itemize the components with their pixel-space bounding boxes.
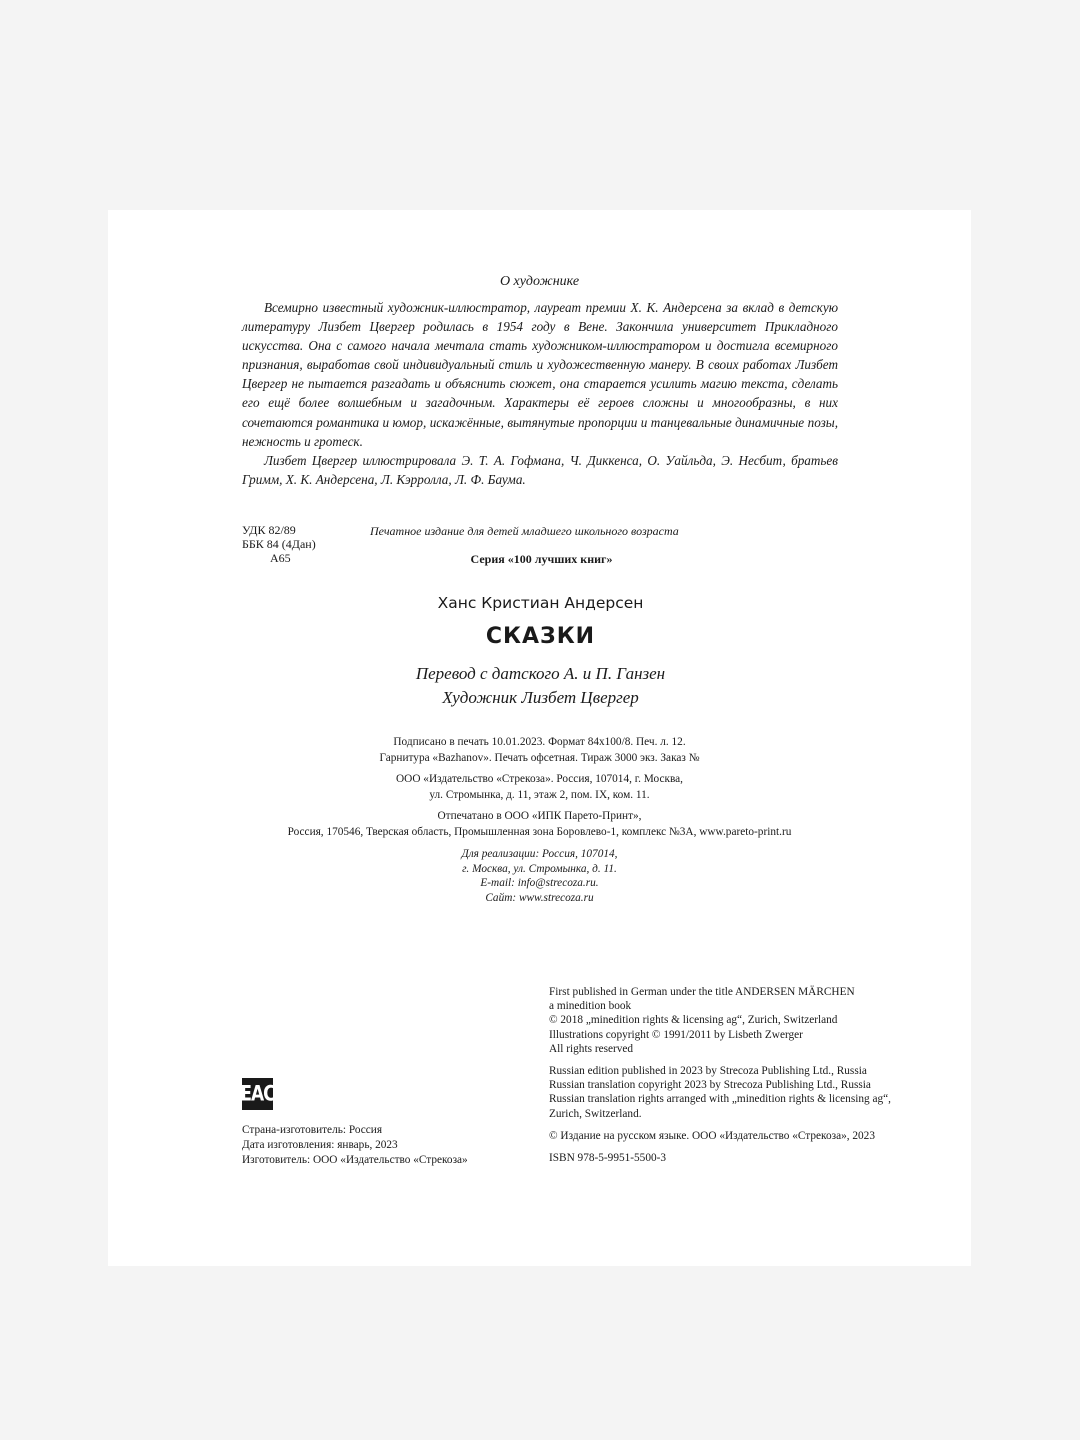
sale-line: Для реализации: Россия, 107014,	[461, 848, 618, 860]
russian-copyright: © Издание на русском языке. ООО «Издательство «Стрекоза», 2023	[549, 1129, 875, 1142]
russian-edition-info	[549, 1064, 891, 1121]
about-artist-text	[242, 298, 838, 489]
imprint-line: Россия, 170546, Тверская область, Промышленная зона Боровлево-1, комплекс №3А, www.pareto-print.ru	[287, 825, 792, 838]
copyright-line: a minedition book	[549, 1000, 632, 1013]
manufacturer-date: Дата изготовления: январь, 2023	[242, 1139, 398, 1152]
manufacturer-info	[242, 1123, 468, 1169]
manufacturer-name: Изготовитель: ООО «Издательство «Стрекоза»	[242, 1154, 468, 1167]
age-note: Печатное издание для детей младшего школьного возраста	[370, 524, 679, 538]
sale-line: E-mail: info@strecoza.ru.	[480, 877, 599, 889]
manufacturer-country: Страна-изготовитель: Россия	[242, 1124, 383, 1136]
author-code: А65	[270, 551, 291, 565]
copyright-line: Russian translation copyright 2023 by Strecoza Publishing Ltd., Russia	[549, 1079, 871, 1092]
copyright-line: Russian translation rights arranged with „minedition rights & licensing ag“,	[549, 1093, 891, 1106]
illustrator-credit: Художник Лизбет Цвергер	[442, 688, 639, 707]
imprint-line: Отпечатано в ООО «ИПК Парето-Принт»,	[437, 810, 642, 822]
about-paragraph-1: Всемирно известный художник-иллюстратор, лауреат премии Х. К. Андерсена за вклад в детскую литературу Лизбет Цвергер родилась в 1954 году в Вене. Закончила университет Прикладного искусства. Она с самого начала мечтала стать художником-иллюстратором и достигла всемирного признания, выработав свой индивидуальный стиль и художественную манеру. В своих работах Лизбет Цвергер не пытается разгадать и объяснить сюжет, она старается усилить магию текста, сделать его ещё более волшебным и загадочным. Характеры её героев сложны и многообразны, в них сочетаются романтика и юмор, искажённые, вытянутые пропорции и танцевальные динамичные позы, нежность и гротеск.	[242, 300, 838, 449]
copyright-line: © 2018 „minedition rights & licensing ag“, Zurich, Switzerland	[549, 1014, 838, 1027]
imprint-line: Подписано в печать 10.01.2023. Формат 84х100/8. Печ. л. 12.	[393, 736, 686, 748]
book-page	[108, 210, 971, 1266]
copyright-line: Russian edition published in 2023 by Strecoza Publishing Ltd., Russia	[549, 1065, 867, 1078]
book-title: СКАЗКИ	[485, 624, 596, 649]
publisher-address	[108, 772, 971, 803]
sale-line: Сайт: www.strecoza.ru	[485, 891, 594, 904]
eac-mark-text: EAC	[240, 1081, 275, 1107]
eac-certification-icon	[242, 1078, 273, 1110]
isbn: ISBN 978-5-9951-5500-3	[549, 1152, 667, 1165]
book-author: Ханс Кристиан Андерсен	[437, 594, 644, 612]
copyright-line: Illustrations copyright © 1991/2011 by Lisbeth Zwerger	[549, 1028, 803, 1041]
imprint-line: ООО «Издательство «Стрекоза». Россия, 107014, г. Москва,	[396, 773, 683, 785]
translation-credit: Перевод с датского А. и П. Ганзен	[415, 664, 666, 683]
copyright-line: All rights reserved	[549, 1042, 634, 1055]
copyright-line: Zurich, Switzerland.	[549, 1107, 642, 1120]
copyright-line: First published in German under the title ANDERSEN MÄRCHEN	[549, 986, 855, 998]
about-artist-title: О художнике	[499, 274, 580, 289]
about-paragraph-2: Лизбет Цвергер иллюстрировала Э. Т. А. Гофмана, Ч. Диккенса, О. Уайльда, Э. Несбит, братьев Гримм, Х. К. Андерсена, Л. Кэрролла, Л. Ф. Баума.	[242, 452, 838, 487]
printer-info	[108, 809, 971, 840]
copyright-block	[549, 985, 891, 1165]
imprint-line: Гарнитура «Bazhanov». Печать офсетная. Тираж 3000 экз. Заказ №	[379, 751, 700, 764]
sale-contacts	[108, 847, 971, 905]
original-edition-info	[549, 985, 891, 1056]
sale-line: г. Москва, ул. Стромынка, д. 11.	[462, 862, 617, 875]
udk-code: УДК 82/89	[242, 523, 296, 537]
bbk-code: ББК 84 (4Дан)	[242, 537, 316, 551]
imprint-line: ул. Стромынка, д. 11, этаж 2, пом. IX, ком. 11.	[429, 788, 650, 801]
print-details	[108, 735, 971, 766]
series-name: Серия «100 лучших книг»	[470, 552, 613, 566]
